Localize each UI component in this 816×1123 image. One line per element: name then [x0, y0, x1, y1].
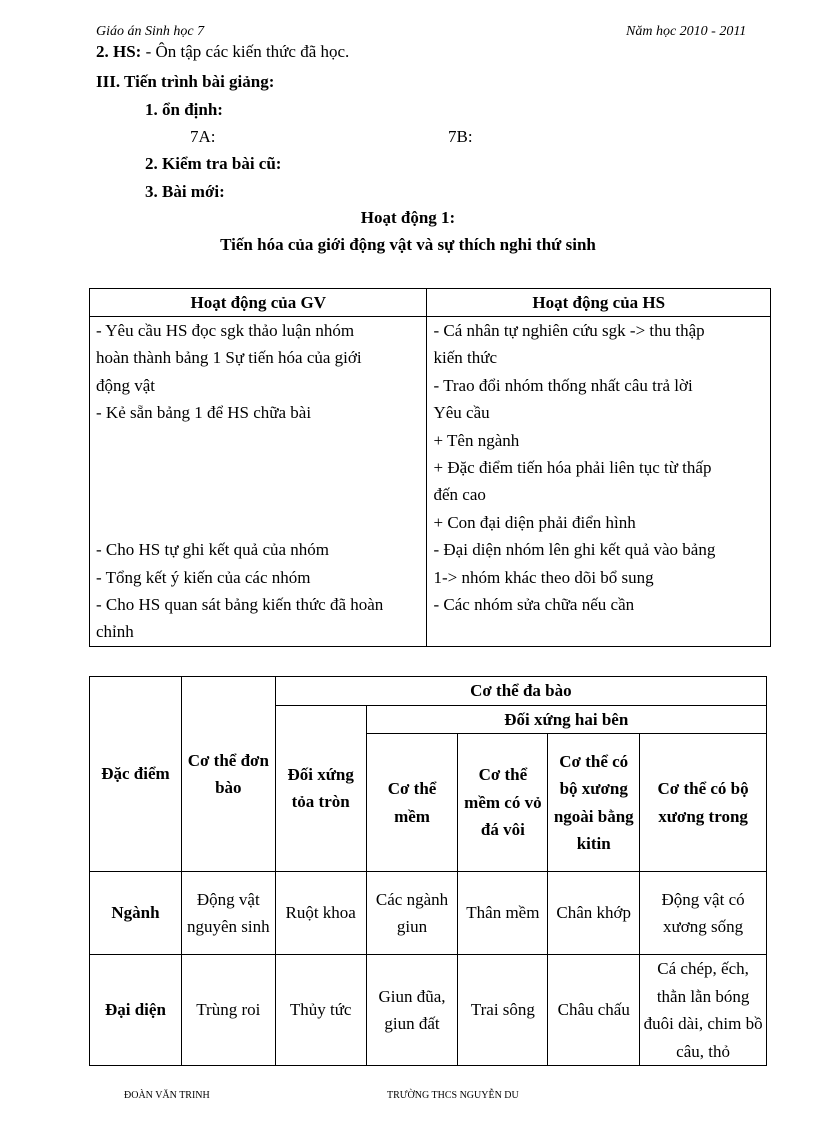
comparison-header-row [90, 677, 767, 706]
gv-line: - Cho HS quan sát bảng kiến thức đã hoàn [96, 595, 384, 615]
soft-shell-column-header: Cơ thể mềm có vỏ đá vôi [458, 734, 548, 872]
hs-line: 1-> nhóm khác theo dõi bổ sung [433, 567, 654, 587]
gv-line: - Kẻ sẵn bảng 1 để HS chữa bài [96, 403, 312, 423]
gv-line: - Tổng kết ý kiến của các nhóm [96, 567, 311, 587]
feature-column-header: Đặc điểm [90, 677, 182, 872]
hs-line: - Các nhóm sửa chữa nếu cần [433, 595, 635, 615]
table-cell: Châu chấu [548, 955, 640, 1066]
activity-subtitle: Tiến hóa của giới động vật và sự thích nghi thứ sinh [220, 235, 596, 254]
hs-line: đến cao [433, 485, 486, 505]
activity-table-row [90, 317, 771, 647]
footer-author: ĐOÀN VĂN TRINH [124, 1090, 210, 1101]
table-cell: Cá chép, ếch, thằn lằn bóng đuôi dài, chim bồ câu, thỏ [640, 955, 767, 1066]
evolution-comparison-table [89, 676, 767, 1066]
gv-line [96, 509, 420, 536]
table-cell: Ruột khoa [275, 872, 366, 955]
section-heading: III. Tiến trình bài giảng: [96, 72, 275, 91]
table-cell: Thủy tức [275, 955, 366, 1066]
table-cell: Động vật có xương sống [640, 872, 767, 955]
unicellular-column-header: Cơ thể đơn bào [181, 677, 275, 872]
step-new-lesson: 3. Bài mới: [145, 182, 225, 201]
hs-line: + Tên ngành [433, 430, 520, 450]
gv-line [96, 481, 420, 508]
gv-column-header: Hoạt động của GV [90, 289, 427, 317]
hs-prep-line [96, 42, 349, 62]
soft-body-column-header: Cơ thể mềm [366, 734, 458, 872]
activity-table-header [90, 289, 771, 317]
activity-table [89, 288, 771, 647]
header-school-year: Năm học 2010 - 2011 [626, 24, 747, 39]
hs-text: - Ôn tập các kiến thức đã học. [141, 42, 350, 61]
gv-line: - Cho HS tự ghi kết quả của nhóm [96, 540, 330, 560]
row-label: Đại diện [90, 955, 182, 1066]
table-row [90, 955, 767, 1066]
activity-title: Hoạt động 1: [360, 208, 456, 227]
hs-line [433, 618, 764, 645]
table-cell: Trai sông [458, 955, 548, 1066]
bilateral-group-header: Đối xứng hai bên [366, 705, 766, 734]
hs-column-header: Hoạt động của HS [427, 289, 771, 317]
hs-line: + Đặc điểm tiến hóa phải liên tục từ thấp [433, 458, 712, 478]
row-label: Ngành [90, 872, 182, 955]
hs-activities [427, 317, 771, 647]
gv-activities [90, 317, 427, 647]
table-cell: Trùng roi [181, 955, 275, 1066]
radial-column-header: Đối xứng tỏa tròn [275, 705, 366, 872]
footer-school: TRƯỜNG THCS NGUYỄN DU [387, 1090, 519, 1101]
table-cell: Các ngành giun [366, 872, 458, 955]
multicellular-group-header: Cơ thể đa bào [275, 677, 766, 706]
table-cell: Động vật nguyên sinh [181, 872, 275, 955]
table-cell: Thân mềm [458, 872, 548, 955]
header-subject: Giáo án Sinh học 7 [96, 24, 205, 39]
hs-line: - Đại diện nhóm lên ghi kết quả vào bảng [433, 540, 716, 560]
hs-label: 2. HS: [96, 42, 142, 61]
hs-line: Yêu cầu [433, 403, 490, 423]
endoskeleton-column-header: Cơ thể có bộ xương trong [640, 734, 767, 872]
table-cell: Chân khớp [548, 872, 640, 955]
gv-line: chỉnh [96, 622, 134, 642]
step-review: 2. Kiểm tra bài cũ: [145, 154, 282, 173]
class-7a: 7A: [190, 127, 216, 146]
gv-line: hoàn thành bảng 1 Sự tiến hóa của giới [96, 348, 362, 368]
gv-line: động vật [96, 375, 156, 395]
chitin-skeleton-column-header: Cơ thể có bộ xương ngoài bằng kitin [548, 734, 640, 872]
table-cell: Giun đũa, giun đất [366, 955, 458, 1066]
gv-line [96, 454, 420, 481]
hs-line: + Con đại diện phải điển hình [433, 512, 636, 532]
step-stabilize: 1. ổn định: [145, 100, 223, 119]
hs-line: - Trao đổi nhóm thống nhất câu trả lời [433, 375, 693, 395]
table-row [90, 872, 767, 955]
hs-line: - Cá nhân tự nghiên cứu sgk -> thu thập [433, 321, 705, 340]
gv-line: - Yêu cầu HS đọc sgk thảo luận nhóm [96, 321, 355, 340]
gv-line [96, 427, 420, 454]
hs-line: kiến thức [433, 348, 497, 368]
class-7b: 7B: [448, 127, 473, 146]
